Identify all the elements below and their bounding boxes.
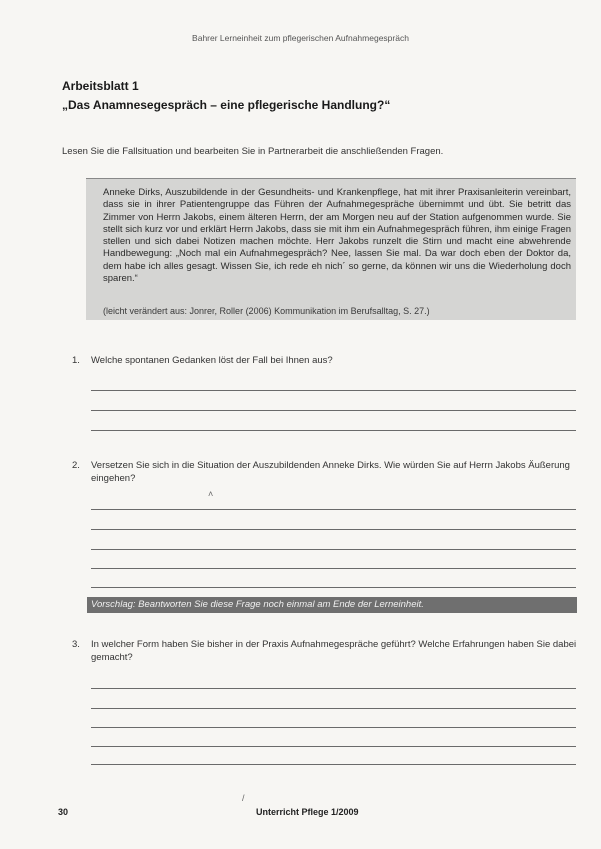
answer-line[interactable] bbox=[91, 587, 576, 588]
answer-line[interactable] bbox=[91, 708, 576, 709]
question-text: Welche spontanen Gedanken löst der Fall bei Ihnen aus? bbox=[91, 355, 333, 366]
worksheet-title: „Das Anamnesegespräch – eine pflegerische Handlung?“ bbox=[62, 98, 391, 112]
answer-line[interactable] bbox=[91, 509, 576, 510]
answer-line[interactable] bbox=[91, 746, 576, 747]
case-text: Anneke Dirks, Auszubildende in der Gesundheits- und Krankenpflege, hat mit ihrer Praxisanleiterin vereinbart, dass sie in ihrer Patientengruppe das Führen der Aufnahmegespräche übernimmt und übt. Sie betritt das Zimmer von Herrn Jakobs, einem älteren Herrn, der am Morgen neu auf der Station aufgenommen wurde. Sie stellt sich kurz vor und erklärt Herrn Jakobs, dass sie mit ihm ein Aufnahmegespräch führen, ihm einige Fragen stellen und sich dabei Notizen machen möchte. Herr Jakobs runzelt die Stirn und macht eine abwehrende Handbewegung: „Noch mal ein Aufnahmegespräch? Nee, lassen Sie mal. Da war doch eben der Doktor da, dem habe ich alles gesagt. Wissen Sie, ich rede eh nich´ so gerne, da können wir uns die Wiederholung doch sparen.“ bbox=[103, 187, 571, 285]
answer-line[interactable] bbox=[91, 688, 576, 689]
answer-line[interactable] bbox=[91, 727, 576, 728]
answer-line[interactable] bbox=[91, 764, 576, 765]
question-1 bbox=[62, 355, 582, 368]
question-text: In welcher Form haben Sie bisher in der Praxis Aufnahmegespräche geführt? Welche Erfahrungen haben Sie dabei gemacht? bbox=[91, 639, 577, 663]
question-text: Versetzen Sie sich in die Situation der Auszubildenden Anneke Dirks. Wie würden Sie auf Herrn Jakobs Äußerung eingehen? bbox=[91, 460, 570, 484]
running-header: Bahrer Lerneinheit zum pflegerischen Aufnahmegespräch bbox=[192, 33, 409, 43]
journal-footer: Unterricht Pflege 1/2009 bbox=[256, 807, 359, 817]
answer-line[interactable] bbox=[91, 568, 576, 569]
question-3 bbox=[62, 639, 582, 664]
answer-line[interactable] bbox=[91, 430, 576, 431]
answer-line[interactable] bbox=[91, 390, 576, 391]
answer-line[interactable] bbox=[91, 529, 576, 530]
hint-banner: Vorschlag: Beantworten Sie diese Frage noch einmal am Ende der Lerneinheit. bbox=[87, 597, 577, 613]
worksheet-label: Arbeitsblatt 1 bbox=[62, 79, 139, 93]
pen-mark-icon: / bbox=[242, 793, 245, 803]
question-number: 3. bbox=[72, 639, 80, 650]
instruction-text: Lesen Sie die Fallsituation und bearbeiten Sie in Partnerarbeit die anschließenden Fragen. bbox=[62, 146, 444, 157]
answer-line[interactable] bbox=[91, 549, 576, 550]
case-source: (leicht verändert aus: Jonrer, Roller (2006) Kommunikation im Berufsalltag, S. 27.) bbox=[103, 306, 430, 316]
question-number: 2. bbox=[72, 460, 80, 471]
question-number: 1. bbox=[72, 355, 80, 366]
answer-line[interactable] bbox=[91, 410, 576, 411]
page-number: 30 bbox=[58, 807, 69, 817]
question-2 bbox=[62, 460, 582, 485]
pen-mark-icon: ˄ bbox=[208, 489, 214, 499]
